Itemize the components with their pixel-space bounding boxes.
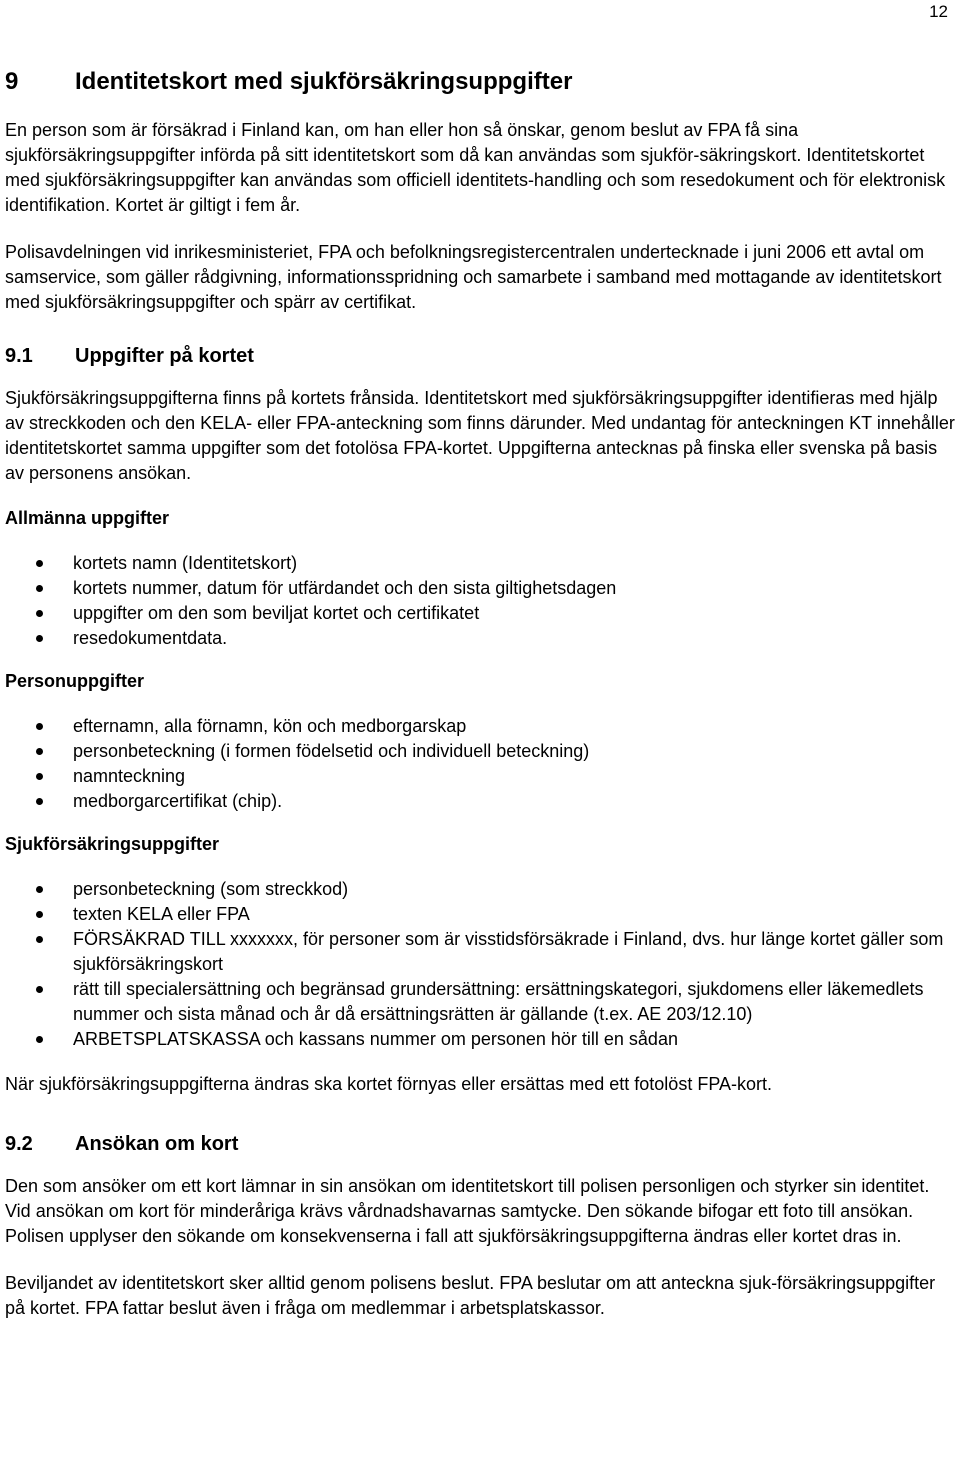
list-item: personbeteckning (i formen födelsetid och individuell beteckning) — [5, 739, 955, 764]
section-9-2-paragraph-2: Beviljandet av identitetskort sker alltid genom polisens beslut. FPA beslutar om att anteckna sjuk-försäkringsuppgifter på kortet. FPA fattar beslut även i fråga om medlemmar i arbetsplatskassor. — [5, 1273, 936, 1318]
document-body — [5, 68, 955, 1343]
bullet-icon — [36, 773, 43, 780]
bullet-icon — [36, 635, 43, 642]
list-item: namnteckning — [5, 764, 955, 789]
bullet-icon — [36, 560, 43, 567]
section-9-2-paragraph-1: Den som ansöker om ett kort lämnar in sin ansökan om identitetskort till polisen personligen och styrker sin identitet. Vid ansökan om kort för minderåriga krävs vårdnadshavarnas samtycke. Den sökande bifogar ett foto till ansökan. Polisen upplyser den sökande om konsekvenserna i fall att sjukförsäkringsuppgifterna ändras eller kortet dras in. — [5, 1176, 930, 1246]
section-9-2-number: 9.2 — [5, 1133, 33, 1155]
page-number: 12 — [929, 2, 948, 21]
section-9-paragraph-1: En person som är försäkrad i Finland kan, om han eller hon så önskar, genom beslut av FPA få sina sjukförsäkringsuppgifter införda på sitt identitetskort som då kan användas som sjukför-säkringskort. Identitetskortet med sjukförsäkringsuppgifter kan användas som officiell identitets-handling och som resedokument och för elektronisk identifikation. Kortet är giltigt i fem år. — [5, 120, 946, 215]
bullet-icon — [36, 610, 43, 617]
list-item: rätt till specialersättning och begränsad grundersättning: ersättningskategori, sjukdomens eller läkemedlets nummer och sista månad och år då ersättningsrätten är gällande (t.ex. AE 203/12.10) — [5, 977, 955, 1027]
list-item: ARBETSPLATSKASSA och kassans nummer om personen hör till en sådan — [5, 1027, 955, 1052]
bullet-icon — [36, 986, 43, 993]
list-item: FÖRSÄKRAD TILL xxxxxxx, för personer som är visstidsförsäkrade i Finland, dvs. hur länge kortet gäller som sjukförsäkringskort — [5, 927, 955, 977]
general-info-heading: Allmänna uppgifter — [5, 508, 170, 528]
bullet-icon — [36, 886, 43, 893]
section-9-1-closing: När sjukförsäkringsuppgifterna ändras ska kortet förnyas eller ersättas med ett fotolöst FPA-kort. — [5, 1074, 772, 1094]
section-9-1-heading — [5, 345, 955, 368]
list-item: efternamn, alla förnamn, kön och medborgarskap — [5, 714, 955, 739]
bullet-icon — [36, 1036, 43, 1043]
general-info-list — [5, 551, 955, 651]
list-item: personbeteckning (som streckkod) — [5, 877, 955, 902]
bullet-icon — [36, 585, 43, 592]
list-item: medborgarcertifikat (chip). — [5, 789, 955, 814]
list-item: uppgifter om den som beviljat kortet och certifikatet — [5, 601, 955, 626]
personal-info-list — [5, 714, 955, 814]
section-9-paragraph-2: Polisavdelningen vid inrikesministeriet, FPA och befolkningsregistercentralen undertecknade i juni 2006 ett avtal om samservice, som gäller rådgivning, informationsspridning och samarbete i samband med mottagande av identitetskort med sjukförsäkringsuppgifter och spärr av certifikat. — [5, 242, 942, 312]
section-9-number: 9 — [5, 68, 19, 95]
list-item: texten KELA eller FPA — [5, 902, 955, 927]
bullet-icon — [36, 936, 43, 943]
insurance-info-list — [5, 877, 955, 1052]
section-9-1-number: 9.1 — [5, 345, 33, 367]
list-item: kortets nummer, datum för utfärdandet och den sista giltighetsdagen — [5, 576, 955, 601]
section-9-title: Identitetskort med sjukförsäkringsuppgifter — [75, 68, 573, 95]
list-item: resedokumentdata. — [5, 626, 955, 651]
insurance-info-heading: Sjukförsäkringsuppgifter — [5, 834, 220, 854]
section-9-2-heading — [5, 1133, 955, 1156]
section-9-heading — [5, 68, 955, 96]
list-item: kortets namn (Identitetskort) — [5, 551, 955, 576]
section-9-2-title: Ansökan om kort — [75, 1133, 239, 1155]
bullet-icon — [36, 798, 43, 805]
bullet-icon — [36, 911, 43, 918]
section-9-1-title: Uppgifter på kortet — [75, 345, 254, 367]
bullet-icon — [36, 748, 43, 755]
personal-info-heading: Personuppgifter — [5, 671, 145, 691]
bullet-icon — [36, 723, 43, 730]
section-9-1-paragraph: Sjukförsäkringsuppgifterna finns på kortets frånsida. Identitetskort med sjukförsäkringsuppgifter identifieras med hjälp av streckkoden och den KELA- eller FPA-anteckning som finns därunder. Med undantag för anteckningen KT innehåller identitetskortet samma uppgifter som det fotolösa FPA-kortet. Uppgifterna antecknas på finska eller svenska på basis av personens ansökan. — [5, 388, 955, 483]
